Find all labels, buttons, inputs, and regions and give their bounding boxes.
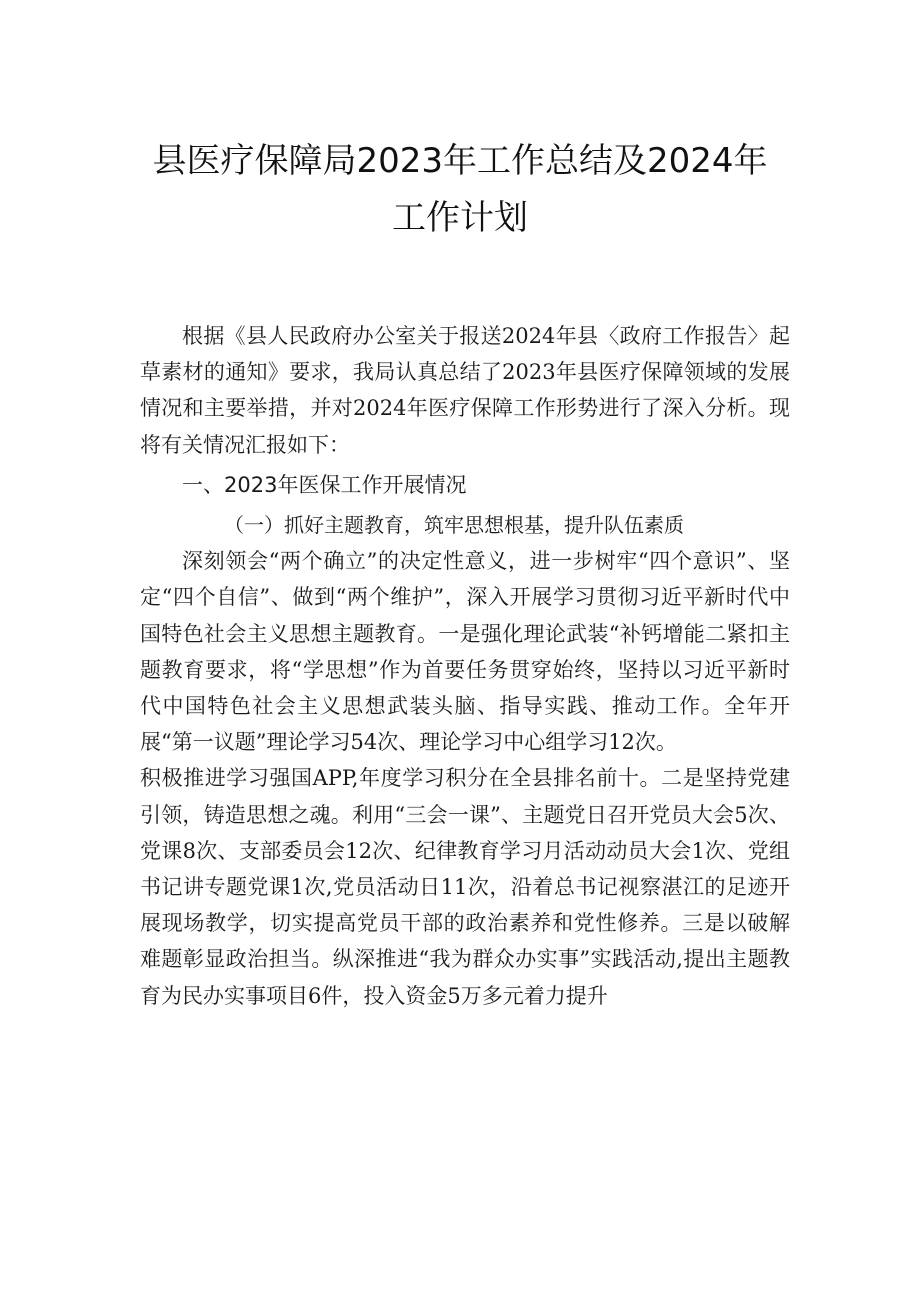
subsection-heading-1: （一）抓好主题教育，筑牢思想根基，提升队伍素质 bbox=[224, 513, 684, 538]
document-body bbox=[140, 318, 790, 1014]
document-title-line-2: 工作计划 bbox=[392, 198, 528, 238]
section-heading-1: 一、2023年医保工作开展情况 bbox=[182, 472, 467, 497]
body-paragraph-2: 积极推进学习强国APP,年度学习积分在全县排名前十。二是坚持党建引领，铸造思想之魂。利用“三会一课”、主题党日召开党员大会5次、党课8次、支部委员会12次、纪律教育学习月活动动员大会1次、党组书记讲专题党课1次,党员活动日11次，沿着总书记视察湛江的足迹开展现场教学，切实提高党员干部的政治素养和党性修养。三是以破解难题彰显政治担当。纵深推进“我为群众办实事”实践活动,提出主题教育为民办实事项目6件，投入资金5万多元着力提升 bbox=[140, 766, 790, 1008]
intro-paragraph: 根据《县人民政府办公室关于报送2024年县〈政府工作报告〉起草素材的通知》要求，我局认真总结了2023年县医疗保障领域的发展情况和主要举措，并对2024年医疗保障工作形势进行了深入分析。现将有关情况汇报如下： bbox=[140, 324, 790, 457]
body-paragraph-1: 深刻领会“两个确立”的决定性意义，进一步树牢“四个意识”、坚定“四个自信”、做到“两个维护”，深入开展学习贯彻习近平新时代中国特色社会主义思想主题教育。一是强化理论武装“补钙增能二紧扣主题教育要求，将“学思想”作为首要任务贯穿始终，坚持以习近平新时代中国特色社会主义思想武装头脑、指导实践、推动工作。全年开展“第一议题”理论学习54次、理论学习中心组学习12次。 bbox=[140, 549, 790, 755]
document-title-line-1: 县医疗保障局2023年工作总结及2024年 bbox=[152, 141, 768, 181]
